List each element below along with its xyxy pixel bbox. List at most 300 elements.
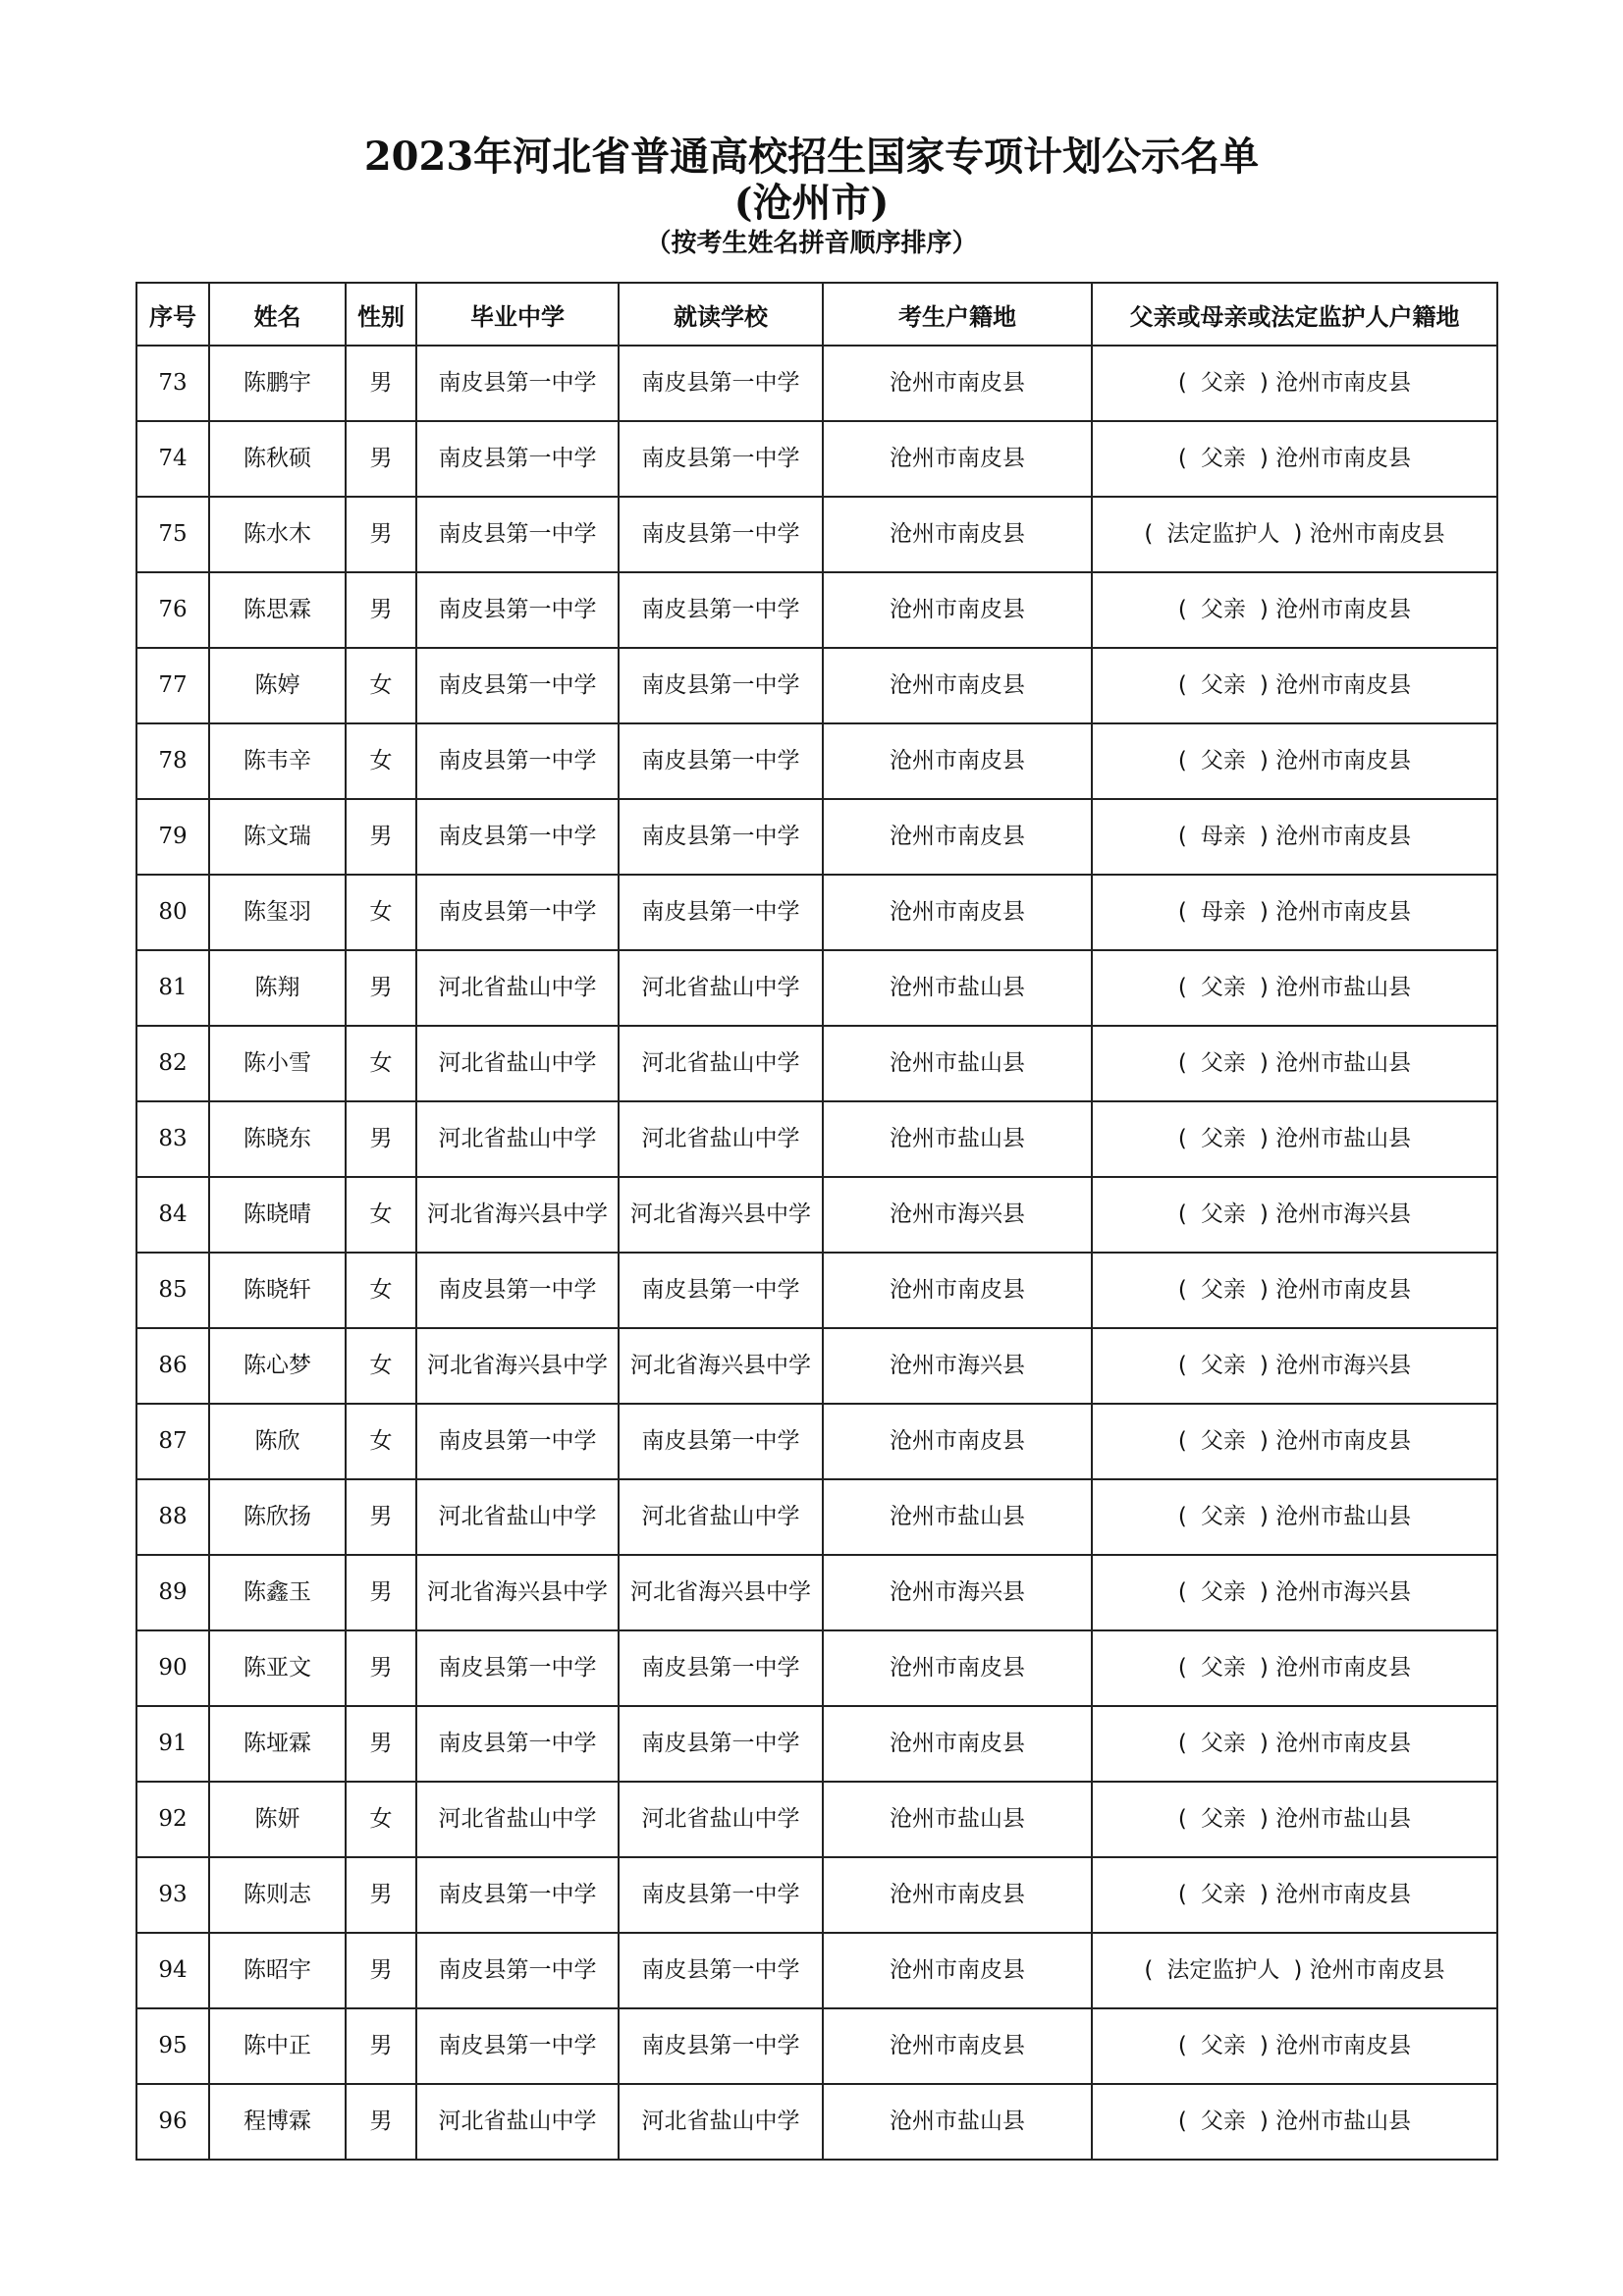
row-graduated: 南皮县第一中学: [416, 421, 619, 497]
row-school: 河北省盐山中学: [619, 2084, 823, 2160]
close-paren: ): [1293, 521, 1303, 547]
row-relation: 父亲: [1200, 1579, 1246, 1605]
close-paren: ): [1259, 748, 1269, 774]
row-guardian: [1092, 1630, 1497, 1706]
table-row: [136, 572, 1497, 648]
row-guardian-hukou: 沧州市盐山县: [1275, 1806, 1412, 1832]
row-name: 陈水木: [209, 497, 346, 572]
open-paren: (: [1177, 370, 1187, 396]
row-guardian-hukou: 沧州市南皮县: [1275, 1731, 1412, 1756]
row-relation: 父亲: [1200, 1806, 1246, 1832]
row-gender: 女: [346, 723, 416, 799]
row-school: 南皮县第一中学: [619, 1253, 823, 1328]
row-name: 陈晓轩: [209, 1253, 346, 1328]
table-row: [136, 1706, 1497, 1782]
row-hukou: 沧州市盐山县: [823, 1782, 1092, 1857]
table-row: [136, 1630, 1497, 1706]
row-graduated: 南皮县第一中学: [416, 648, 619, 723]
row-name: 陈昭宇: [209, 1933, 346, 2008]
row-relation: 父亲: [1200, 446, 1246, 471]
row-guardian-hukou: 沧州市南皮县: [1275, 446, 1412, 471]
table-row: [136, 1177, 1497, 1253]
row-guardian-hukou: 沧州市南皮县: [1275, 824, 1412, 849]
open-paren: (: [1177, 2033, 1187, 2058]
row-guardian-hukou: 沧州市南皮县: [1309, 521, 1445, 547]
table-row: [136, 1253, 1497, 1328]
row-school: 南皮县第一中学: [619, 2008, 823, 2084]
row-gender: 男: [346, 1933, 416, 2008]
row-relation: 父亲: [1200, 1882, 1246, 1907]
close-paren: ): [1259, 824, 1269, 849]
close-paren: ): [1259, 1277, 1269, 1303]
header-school: 就读学校: [619, 283, 823, 346]
open-paren: (: [1177, 1126, 1187, 1151]
row-name: 陈鹏宇: [209, 346, 346, 421]
row-school: 南皮县第一中学: [619, 421, 823, 497]
row-guardian: [1092, 1328, 1497, 1404]
row-guardian: [1092, 2084, 1497, 2160]
row-school: 南皮县第一中学: [619, 1933, 823, 2008]
row-graduated: 南皮县第一中学: [416, 1857, 619, 1933]
header-gender: 性别: [346, 283, 416, 346]
row-gender: 女: [346, 1177, 416, 1253]
open-paren: (: [1177, 748, 1187, 774]
row-relation: 父亲: [1200, 1655, 1246, 1681]
close-paren: ): [1259, 975, 1269, 1000]
row-hukou: 沧州市南皮县: [823, 346, 1092, 421]
row-guardian: [1092, 1933, 1497, 2008]
row-no: 87: [136, 1404, 209, 1479]
row-name: 陈晓晴: [209, 1177, 346, 1253]
row-guardian: [1092, 572, 1497, 648]
row-guardian: [1092, 723, 1497, 799]
row-graduated: 河北省盐山中学: [416, 1479, 619, 1555]
open-paren: (: [1177, 1277, 1187, 1303]
row-school: 河北省海兴县中学: [619, 1177, 823, 1253]
row-no: 82: [136, 1026, 209, 1101]
open-paren: (: [1177, 446, 1187, 471]
close-paren: ): [1259, 1806, 1269, 1832]
row-hukou: 沧州市南皮县: [823, 2008, 1092, 2084]
row-name: 陈思霖: [209, 572, 346, 648]
row-guardian-hukou: 沧州市南皮县: [1275, 597, 1412, 622]
row-guardian: [1092, 497, 1497, 572]
open-paren: (: [1177, 1731, 1187, 1756]
row-gender: 男: [346, 1555, 416, 1630]
row-school: 南皮县第一中学: [619, 1857, 823, 1933]
row-hukou: 沧州市南皮县: [823, 875, 1092, 950]
close-paren: ): [1259, 1655, 1269, 1681]
row-hukou: 沧州市盐山县: [823, 1026, 1092, 1101]
table-row: [136, 1404, 1497, 1479]
open-paren: (: [1177, 975, 1187, 1000]
row-no: 89: [136, 1555, 209, 1630]
row-name: 陈小雪: [209, 1026, 346, 1101]
row-no: 96: [136, 2084, 209, 2160]
row-school: 河北省盐山中学: [619, 950, 823, 1026]
row-hukou: 沧州市南皮县: [823, 572, 1092, 648]
row-school: 南皮县第一中学: [619, 799, 823, 875]
row-graduated: 南皮县第一中学: [416, 572, 619, 648]
row-guardian: [1092, 950, 1497, 1026]
row-graduated: 河北省海兴县中学: [416, 1555, 619, 1630]
row-name: 陈婷: [209, 648, 346, 723]
row-school: 南皮县第一中学: [619, 1706, 823, 1782]
row-no: 83: [136, 1101, 209, 1177]
row-guardian: [1092, 1026, 1497, 1101]
row-hukou: 沧州市海兴县: [823, 1177, 1092, 1253]
row-school: 南皮县第一中学: [619, 497, 823, 572]
row-gender: 女: [346, 1253, 416, 1328]
row-graduated: 河北省盐山中学: [416, 1026, 619, 1101]
row-no: 85: [136, 1253, 209, 1328]
table-row: [136, 648, 1497, 723]
row-graduated: 河北省盐山中学: [416, 1782, 619, 1857]
row-school: 河北省盐山中学: [619, 1479, 823, 1555]
table-row: [136, 346, 1497, 421]
row-no: 93: [136, 1857, 209, 1933]
header-no: 序号: [136, 283, 209, 346]
table-row: [136, 1782, 1497, 1857]
open-paren: (: [1144, 521, 1154, 547]
row-no: 91: [136, 1706, 209, 1782]
row-no: 92: [136, 1782, 209, 1857]
close-paren: ): [1259, 1731, 1269, 1756]
row-guardian: [1092, 1555, 1497, 1630]
row-school: 南皮县第一中学: [619, 648, 823, 723]
row-guardian-hukou: 沧州市南皮县: [1275, 370, 1412, 396]
row-no: 78: [136, 723, 209, 799]
row-relation: 法定监护人: [1166, 521, 1280, 547]
row-guardian-hukou: 沧州市海兴县: [1275, 1353, 1412, 1378]
row-gender: 女: [346, 1404, 416, 1479]
row-relation: 父亲: [1200, 1428, 1246, 1454]
open-paren: (: [1177, 597, 1187, 622]
open-paren: (: [1177, 2109, 1187, 2134]
close-paren: ): [1259, 446, 1269, 471]
table-row: [136, 2084, 1497, 2160]
row-relation: 法定监护人: [1166, 1957, 1280, 1983]
row-gender: 男: [346, 1857, 416, 1933]
document-subtitle: (沧州市): [733, 180, 890, 226]
row-hukou: 沧州市盐山县: [823, 1479, 1092, 1555]
row-graduated: 南皮县第一中学: [416, 1630, 619, 1706]
row-gender: 女: [346, 1026, 416, 1101]
row-guardian: [1092, 1253, 1497, 1328]
open-paren: (: [1177, 1201, 1187, 1227]
row-hukou: 沧州市南皮县: [823, 1253, 1092, 1328]
open-paren: (: [1177, 824, 1187, 849]
row-no: 75: [136, 497, 209, 572]
row-graduated: 南皮县第一中学: [416, 2008, 619, 2084]
row-guardian-hukou: 沧州市盐山县: [1275, 2109, 1412, 2134]
row-school: 南皮县第一中学: [619, 572, 823, 648]
row-relation: 父亲: [1200, 2033, 1246, 2058]
row-graduated: 南皮县第一中学: [416, 346, 619, 421]
row-name: 陈欣扬: [209, 1479, 346, 1555]
row-no: 77: [136, 648, 209, 723]
row-graduated: 河北省海兴县中学: [416, 1328, 619, 1404]
row-graduated: 南皮县第一中学: [416, 1253, 619, 1328]
row-guardian: [1092, 1101, 1497, 1177]
row-hukou: 沧州市海兴县: [823, 1555, 1092, 1630]
row-gender: 男: [346, 1630, 416, 1706]
close-paren: ): [1259, 1882, 1269, 1907]
open-paren: (: [1144, 1957, 1154, 1983]
row-hukou: 沧州市南皮县: [823, 799, 1092, 875]
row-guardian-hukou: 沧州市海兴县: [1275, 1579, 1412, 1605]
row-graduated: 南皮县第一中学: [416, 1933, 619, 2008]
row-school: 河北省盐山中学: [619, 1782, 823, 1857]
row-school: 南皮县第一中学: [619, 346, 823, 421]
row-relation: 父亲: [1200, 1277, 1246, 1303]
open-paren: (: [1177, 1882, 1187, 1907]
open-paren: (: [1177, 1655, 1187, 1681]
row-graduated: 南皮县第一中学: [416, 1706, 619, 1782]
row-graduated: 南皮县第一中学: [416, 875, 619, 950]
row-no: 79: [136, 799, 209, 875]
candidate-table: [135, 282, 1498, 2161]
row-graduated: 南皮县第一中学: [416, 723, 619, 799]
row-guardian-hukou: 沧州市盐山县: [1275, 975, 1412, 1000]
row-guardian: [1092, 2008, 1497, 2084]
open-paren: (: [1177, 1806, 1187, 1832]
row-gender: 男: [346, 950, 416, 1026]
open-paren: (: [1177, 1353, 1187, 1378]
row-guardian: [1092, 799, 1497, 875]
row-no: 80: [136, 875, 209, 950]
row-hukou: 沧州市盐山县: [823, 1101, 1092, 1177]
row-graduated: 南皮县第一中学: [416, 799, 619, 875]
row-graduated: 河北省海兴县中学: [416, 1177, 619, 1253]
row-name: 陈欣: [209, 1404, 346, 1479]
table-row: [136, 1328, 1497, 1404]
row-relation: 父亲: [1200, 370, 1246, 396]
row-guardian-hukou: 沧州市盐山县: [1275, 1126, 1412, 1151]
row-no: 88: [136, 1479, 209, 1555]
row-guardian: [1092, 875, 1497, 950]
row-guardian-hukou: 沧州市盐山县: [1275, 1504, 1412, 1529]
row-name: 陈秋硕: [209, 421, 346, 497]
close-paren: ): [1259, 1050, 1269, 1076]
row-guardian-hukou: 沧州市南皮县: [1275, 2033, 1412, 2058]
row-relation: 父亲: [1200, 597, 1246, 622]
row-graduated: 南皮县第一中学: [416, 497, 619, 572]
open-paren: (: [1177, 1428, 1187, 1454]
close-paren: ): [1259, 1428, 1269, 1454]
open-paren: (: [1177, 1050, 1187, 1076]
table-row: [136, 2008, 1497, 2084]
close-paren: ): [1259, 597, 1269, 622]
row-relation: 父亲: [1200, 1126, 1246, 1151]
open-paren: (: [1177, 1504, 1187, 1529]
row-no: 90: [136, 1630, 209, 1706]
row-relation: 父亲: [1200, 975, 1246, 1000]
row-no: 86: [136, 1328, 209, 1404]
row-name: 陈玺羽: [209, 875, 346, 950]
row-name: 陈中正: [209, 2008, 346, 2084]
row-guardian-hukou: 沧州市南皮县: [1275, 1428, 1412, 1454]
row-hukou: 沧州市南皮县: [823, 723, 1092, 799]
row-gender: 男: [346, 2008, 416, 2084]
close-paren: ): [1259, 2109, 1269, 2134]
table-row: [136, 497, 1497, 572]
row-name: 陈亚文: [209, 1630, 346, 1706]
row-guardian: [1092, 421, 1497, 497]
row-guardian-hukou: 沧州市南皮县: [1309, 1957, 1445, 1983]
row-name: 陈鑫玉: [209, 1555, 346, 1630]
row-gender: 男: [346, 799, 416, 875]
row-hukou: 沧州市盐山县: [823, 2084, 1092, 2160]
row-hukou: 沧州市南皮县: [823, 497, 1092, 572]
row-guardian-hukou: 沧州市南皮县: [1275, 748, 1412, 774]
row-relation: 父亲: [1200, 2109, 1246, 2134]
row-no: 81: [136, 950, 209, 1026]
row-graduated: 河北省盐山中学: [416, 950, 619, 1026]
close-paren: ): [1259, 1504, 1269, 1529]
row-guardian: [1092, 1857, 1497, 1933]
row-name: 陈则志: [209, 1857, 346, 1933]
row-relation: 母亲: [1200, 899, 1246, 925]
row-guardian: [1092, 648, 1497, 723]
row-name: 陈妍: [209, 1782, 346, 1857]
table-row: [136, 950, 1497, 1026]
row-graduated: 河北省盐山中学: [416, 1101, 619, 1177]
row-name: 陈文瑞: [209, 799, 346, 875]
close-paren: ): [1259, 2033, 1269, 2058]
sort-note: （按考生姓名拼音顺序排序）: [645, 229, 978, 258]
row-no: 73: [136, 346, 209, 421]
row-name: 陈心梦: [209, 1328, 346, 1404]
row-graduated: 南皮县第一中学: [416, 1404, 619, 1479]
row-school: 河北省盐山中学: [619, 1026, 823, 1101]
row-gender: 男: [346, 1101, 416, 1177]
row-guardian: [1092, 1782, 1497, 1857]
table-row: [136, 421, 1497, 497]
row-school: 南皮县第一中学: [619, 723, 823, 799]
row-gender: 男: [346, 1479, 416, 1555]
row-relation: 父亲: [1200, 1504, 1246, 1529]
close-paren: ): [1259, 1353, 1269, 1378]
close-paren: ): [1259, 1126, 1269, 1151]
header-guardian-hukou: 父亲或母亲或法定监护人户籍地: [1092, 283, 1497, 346]
row-guardian-hukou: 沧州市南皮县: [1275, 1882, 1412, 1907]
close-paren: ): [1259, 1579, 1269, 1605]
row-no: 84: [136, 1177, 209, 1253]
row-hukou: 沧州市南皮县: [823, 1857, 1092, 1933]
row-guardian-hukou: 沧州市海兴县: [1275, 1201, 1412, 1227]
table-row: [136, 799, 1497, 875]
row-guardian: [1092, 1706, 1497, 1782]
row-school: 南皮县第一中学: [619, 1630, 823, 1706]
row-school: 河北省海兴县中学: [619, 1328, 823, 1404]
close-paren: ): [1259, 1201, 1269, 1227]
row-hukou: 沧州市南皮县: [823, 421, 1092, 497]
close-paren: ): [1259, 672, 1269, 698]
row-no: 76: [136, 572, 209, 648]
row-gender: 男: [346, 421, 416, 497]
row-gender: 女: [346, 1328, 416, 1404]
row-school: 河北省盐山中学: [619, 1101, 823, 1177]
row-guardian-hukou: 沧州市南皮县: [1275, 1655, 1412, 1681]
row-relation: 父亲: [1200, 1731, 1246, 1756]
row-hukou: 沧州市海兴县: [823, 1328, 1092, 1404]
row-gender: 女: [346, 875, 416, 950]
table-row: [136, 1857, 1497, 1933]
row-guardian-hukou: 沧州市盐山县: [1275, 1050, 1412, 1076]
row-name: 陈垭霖: [209, 1706, 346, 1782]
open-paren: (: [1177, 1579, 1187, 1605]
row-hukou: 沧州市盐山县: [823, 950, 1092, 1026]
close-paren: ): [1259, 370, 1269, 396]
table-row: [136, 1026, 1497, 1101]
row-gender: 男: [346, 497, 416, 572]
row-gender: 男: [346, 1706, 416, 1782]
row-school: 南皮县第一中学: [619, 1404, 823, 1479]
row-no: 74: [136, 421, 209, 497]
table-body: [136, 346, 1497, 2160]
row-no: 95: [136, 2008, 209, 2084]
row-gender: 男: [346, 572, 416, 648]
row-name: 程博霖: [209, 2084, 346, 2160]
row-guardian: [1092, 1479, 1497, 1555]
row-relation: 父亲: [1200, 672, 1246, 698]
row-gender: 女: [346, 648, 416, 723]
row-hukou: 沧州市南皮县: [823, 648, 1092, 723]
header-hukou: 考生户籍地: [823, 283, 1092, 346]
row-name: 陈韦辛: [209, 723, 346, 799]
table-row: [136, 875, 1497, 950]
header-graduated: 毕业中学: [416, 283, 619, 346]
row-no: 94: [136, 1933, 209, 2008]
row-relation: 母亲: [1200, 824, 1246, 849]
table-row: [136, 1479, 1497, 1555]
row-hukou: 沧州市南皮县: [823, 1404, 1092, 1479]
row-relation: 父亲: [1200, 748, 1246, 774]
table-row: [136, 1101, 1497, 1177]
row-gender: 男: [346, 346, 416, 421]
row-relation: 父亲: [1200, 1201, 1246, 1227]
row-name: 陈晓东: [209, 1101, 346, 1177]
row-guardian-hukou: 沧州市南皮县: [1275, 899, 1412, 925]
row-guardian: [1092, 1404, 1497, 1479]
table-row: [136, 723, 1497, 799]
row-guardian: [1092, 1177, 1497, 1253]
row-name: 陈翔: [209, 950, 346, 1026]
row-graduated: 河北省盐山中学: [416, 2084, 619, 2160]
header-name: 姓名: [209, 283, 346, 346]
row-hukou: 沧州市南皮县: [823, 1933, 1092, 2008]
table-row: [136, 1933, 1497, 2008]
row-school: 河北省海兴县中学: [619, 1555, 823, 1630]
open-paren: (: [1177, 672, 1187, 698]
row-guardian: [1092, 346, 1497, 421]
row-guardian-hukou: 沧州市南皮县: [1275, 672, 1412, 698]
row-relation: 父亲: [1200, 1050, 1246, 1076]
row-relation: 父亲: [1200, 1353, 1246, 1378]
row-gender: 男: [346, 2084, 416, 2160]
row-school: 南皮县第一中学: [619, 875, 823, 950]
document-title: 2023年河北省普通高校招生国家专项计划公示名单: [363, 133, 1260, 180]
close-paren: ): [1293, 1957, 1303, 1983]
table-header-row: [136, 283, 1497, 346]
row-hukou: 沧州市南皮县: [823, 1706, 1092, 1782]
row-gender: 女: [346, 1782, 416, 1857]
row-hukou: 沧州市南皮县: [823, 1630, 1092, 1706]
table-row: [136, 1555, 1497, 1630]
row-guardian-hukou: 沧州市南皮县: [1275, 1277, 1412, 1303]
open-paren: (: [1177, 899, 1187, 925]
